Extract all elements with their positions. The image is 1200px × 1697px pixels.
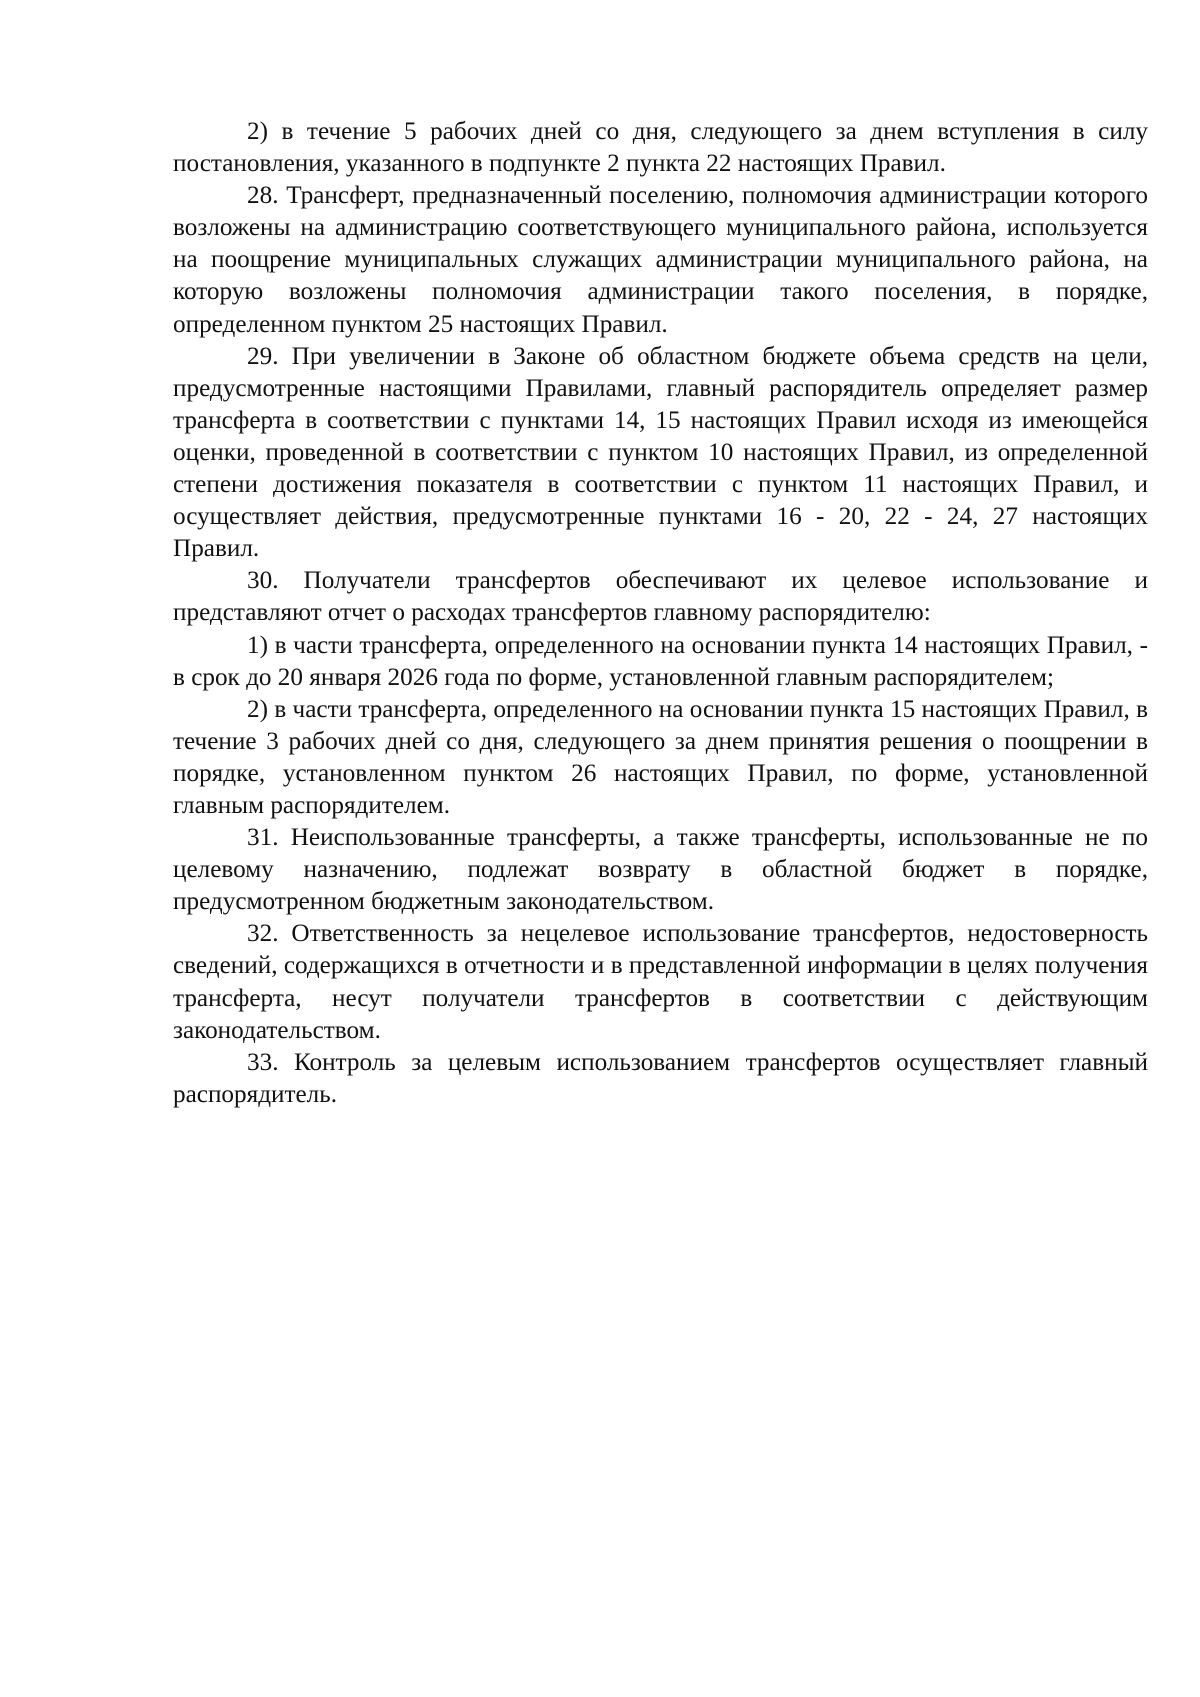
paragraph-30: 30. Получатели трансфертов обеспечивают их целевое использование и представляют отчет о расходах трансфертов главному распорядителю: — [173, 567, 1148, 627]
paragraph-29: 29. При увеличении в Законе об областном бюджете объема средств на цели, предусмотренные настоящими Правилами, главный распорядитель определяет размер трансферта в соответствии с пунктами 14, 15 настоящих Правил исходя из имеющейся оценки, проведенной в соответствии с пунктом 10 настоящих Правил, из определенной степени достижения показателя в соответствии с пунктом 11 настоящих Правил, и осуществляет действия, предусмотренные пунктами 16 - 20, 22 - 24, 27 настоящих Правил. — [173, 342, 1148, 563]
paragraph-30-subitem-2: 2) в части трансферта, определенного на основании пункта 15 настоящих Правил, в течение 3 рабочих дней со дня, следующего за днем принятия решения о поощрении в порядке, установленном пунктом 26 настоящих Правил, по форме, установленной главным распорядителем. — [173, 695, 1148, 819]
paragraph-30-subitem-1: 1) в части трансферта, определенного на основании пункта 14 настоящих Правил, - в срок до 20 января 2026 года по форме, установленной главным распорядителем; — [173, 631, 1148, 691]
paragraph-28: 28. Трансферт, предназначенный поселению, полномочия администрации которого возложены на администрацию соответствующего муниципального района, используется на поощрение муниципальных служащих администрации муниципального района, на которую возложены полномочия администрации такого поселения, в порядке, определенном пунктом 25 настоящих Правил. — [173, 182, 1148, 338]
paragraph-31: 31. Неиспользованные трансферты, а также трансферты, использованные не по целевому назначению, подлежат возврату в областной бюджет в порядке, предусмотренном бюджетным законодательством. — [173, 824, 1148, 916]
paragraph-32: 32. Ответственность за нецелевое использование трансфертов, недостоверность сведений, содержащихся в отчетности и в представленной информации в целях получения трансферта, несут получатели трансфертов в соответствии с действующим законодательством. — [173, 920, 1148, 1044]
paragraph-33: 33. Контроль за целевым использованием трансфертов осуществляет главный распорядитель. — [173, 1048, 1148, 1108]
paragraph-2-deadline: 2) в течение 5 рабочих дней со дня, следующего за днем вступления в силу постановления, указанного в подпункте 2 пункта 22 настоящих Правил. — [173, 118, 1148, 178]
document-body — [173, 116, 1148, 1111]
